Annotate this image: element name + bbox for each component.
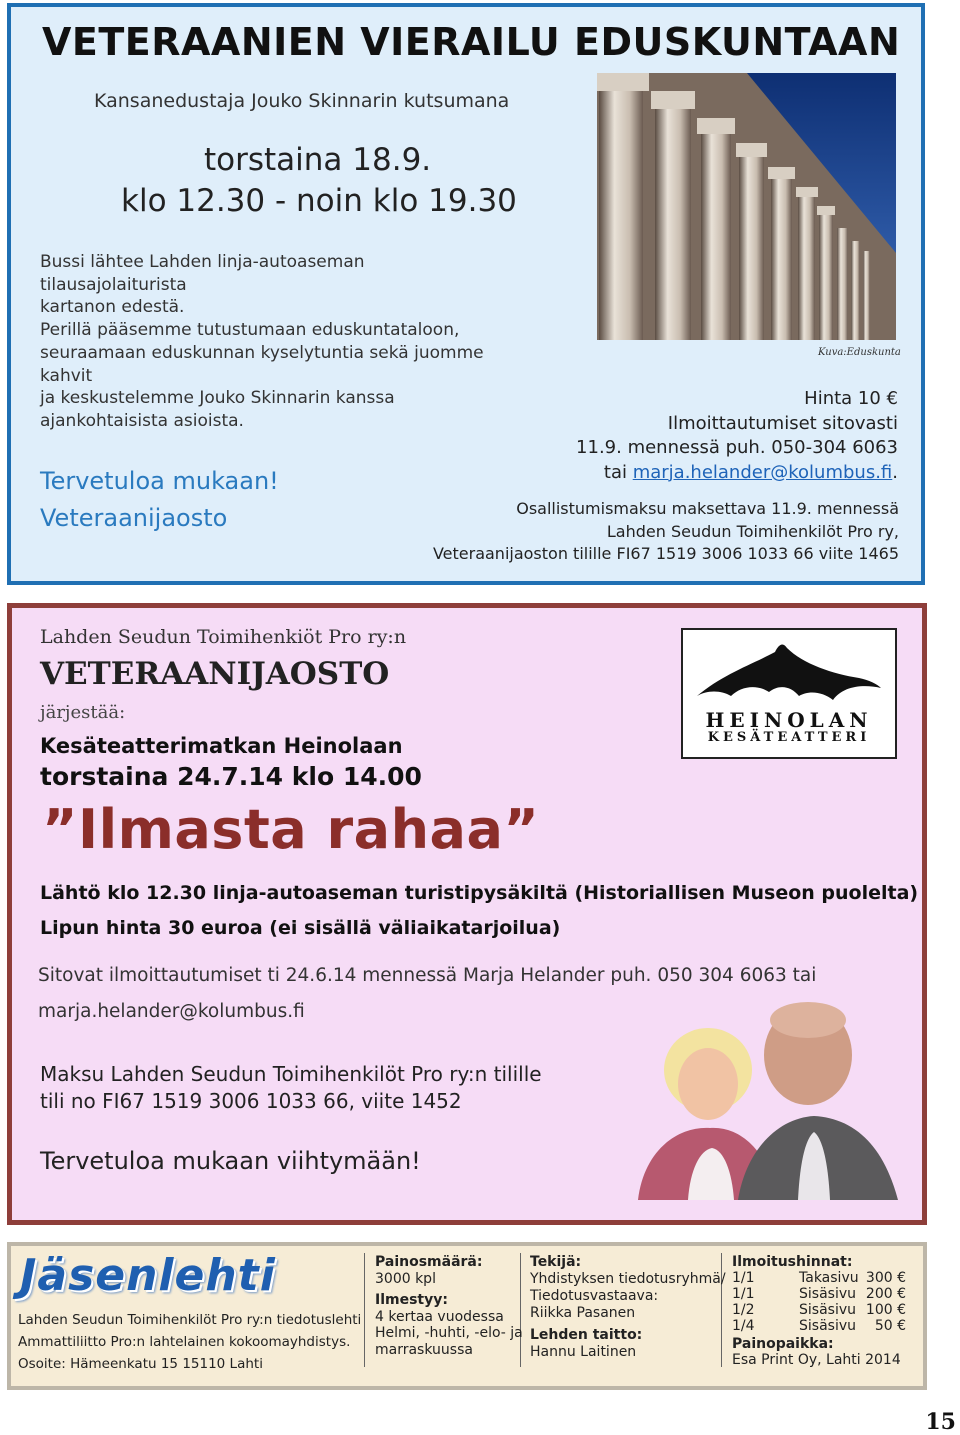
page-number: 15 [925, 1409, 956, 1435]
payment-line: Lahden Seudun Toimihenkilöt Pro ry, [606, 521, 899, 541]
body-line: kartanon edestä. [40, 297, 185, 318]
payment-line: tili no FI67 1519 3006 1033 66, viite 1452 [40, 1089, 462, 1113]
printer-label: Painopaikka: [732, 1336, 834, 1353]
visit-time: klo 12.30 - noin klo 19.30 [121, 183, 517, 219]
info-line: Lahden Seudun Toimihenkilöt Pro ry:n tiedotuslehti [18, 1312, 362, 1328]
column-divider [364, 1253, 365, 1367]
author-label: Tekijä: [530, 1254, 582, 1270]
photo-caption: Kuva:Eduskunta [818, 347, 901, 358]
visit-welcome: Tervetuloa mukaan! [40, 467, 279, 495]
ad-price-row [732, 1302, 910, 1318]
issues-label: Ilmestyy: [375, 1292, 448, 1308]
actors-photo [628, 1000, 906, 1200]
ad-price: 300 € [865, 1270, 906, 1287]
print-info-column [375, 1254, 523, 1358]
ad-prices-label: Ilmoitushinnat: [732, 1254, 853, 1270]
ad-size: 1/1 [732, 1286, 755, 1303]
price: Hinta 10 € [804, 388, 898, 409]
printer-value: Esa Print Oy, Lahti 2014 [732, 1352, 901, 1369]
ad-price-row [732, 1270, 910, 1286]
ad-size: 1/1 [732, 1270, 755, 1287]
logo-line-2: KESÄTEATTERI [707, 730, 871, 745]
theatre-email: marja.helander@kolumbus.fi [38, 1001, 305, 1022]
theatre-signup: Sitovat ilmoittautumiset ti 24.6.14 mennessä Marja Helander puh. 050 304 6063 tai [38, 965, 817, 986]
ad-prices-column [732, 1254, 910, 1369]
body-line: Perillä pääsemme tutustumaan eduskuntataloon, [40, 320, 460, 341]
ad-size: 1/4 [732, 1318, 755, 1335]
author-value: Yhdistyksen tiedotusryhmä/ Tiedotusvastaava: Riikka Pasanen [530, 1271, 726, 1321]
issues-value: 4 kertaa vuodessa Helmi, -huhti, -elo- ja marraskuussa [375, 1308, 523, 1358]
section-name: VETERAANIJAOSTO [40, 656, 390, 692]
ad-price-row [732, 1286, 910, 1302]
ad-price-row [732, 1318, 910, 1334]
payment-line: Osallistumismaksu maksettava 11.9. mennessä [516, 499, 899, 518]
ticket-price: Lipun hinta 30 euroa (ei sisällä väliaikatarjoilua) [40, 917, 561, 939]
departure-info: Lähtö klo 12.30 linja-autoaseman turistipysäkiltä (Historiallisen Museon puolelta) [40, 882, 919, 904]
staff-column [530, 1254, 726, 1361]
ad-placement: Sisäsivu [799, 1286, 856, 1303]
visit-title: VETERAANIEN VIERAILU EDUSKUNTAAN [42, 20, 901, 64]
tent-icon [683, 634, 895, 714]
layout-value: Hannu Laitinen [530, 1344, 637, 1360]
body-line: ajankohtaisista asioista. [40, 410, 244, 431]
signup-prefix: tai [603, 461, 633, 483]
body-line: Bussi lähtee Lahden linja-autoaseman [40, 252, 365, 272]
publisher-info [18, 1309, 361, 1375]
body-line: kahvit [40, 365, 93, 386]
logo-line-1: HEINOLAN [705, 708, 873, 732]
visit-details [576, 387, 898, 485]
ad-size: 1/2 [732, 1302, 755, 1319]
signup-suffix: . [892, 461, 898, 483]
visit-body [40, 251, 484, 433]
visit-date: torstaina 18.9. [204, 142, 432, 178]
body-line: seuraamaan eduskunnan kyselytuntia sekä juomme [40, 342, 484, 363]
signup-line [576, 461, 898, 486]
body-line: ja keskustelemme Jouko Skinnarin kanssa [40, 388, 395, 409]
ad-placement: Takasivu [799, 1270, 859, 1287]
layout-label: Lehden taitto: [530, 1327, 643, 1343]
play-title: ”Ilmasta rahaa” [42, 798, 540, 861]
parliament-photo [597, 73, 896, 340]
print-run-value: 3000 kpl [375, 1270, 436, 1287]
signup-line: 11.9. mennessä puh. 050-304 6063 [576, 437, 898, 458]
visit-subtitle: Kansanedustaja Jouko Skinnarin kutsumana [94, 90, 510, 112]
theatre-welcome: Tervetuloa mukaan viihtymään! [40, 1147, 421, 1175]
signup-email-link[interactable]: marja.helander@kolumbus.fi [632, 461, 893, 483]
ad-placement: Sisäsivu [799, 1318, 856, 1335]
print-run-label: Painosmäärä: [375, 1254, 483, 1270]
payment-line: Veteraanijaoston tilille FI67 1519 3006 1033 66 viite 1465 [432, 544, 899, 563]
ad-placement: Sisäsivu [799, 1302, 856, 1319]
info-line: Ammattiliitto Pro:n lahtelainen kokoomayhdistys. [18, 1334, 351, 1350]
organizer: Lahden Seudun Toimihenkiöt Pro ry:n [40, 626, 407, 648]
payment-line: Maksu Lahden Seudun Toimihenkilöt Pro ry:n tilille [40, 1062, 542, 1086]
payment-details [433, 498, 899, 566]
trip-date: torstaina 24.7.14 klo 14.00 [40, 762, 422, 791]
body-line: tilausajolaiturista [40, 274, 187, 295]
arranges-label: järjestää: [40, 702, 126, 723]
trip-name: Kesäteatterimatkan Heinolaan [40, 734, 403, 758]
heinola-theatre-logo [681, 628, 897, 759]
ad-price: 100 € [865, 1302, 906, 1319]
ad-price: 50 € [874, 1318, 906, 1335]
ad-price: 200 € [865, 1286, 906, 1303]
info-line: Osoite: Hämeenkatu 15 15110 Lahti [18, 1356, 263, 1372]
visit-signature: Veteraanijaosto [40, 504, 228, 532]
signup-line: Ilmoittautumiset sitovasti [667, 412, 898, 434]
jasenlehti-logo: Jäsenlehti [20, 1250, 276, 1301]
